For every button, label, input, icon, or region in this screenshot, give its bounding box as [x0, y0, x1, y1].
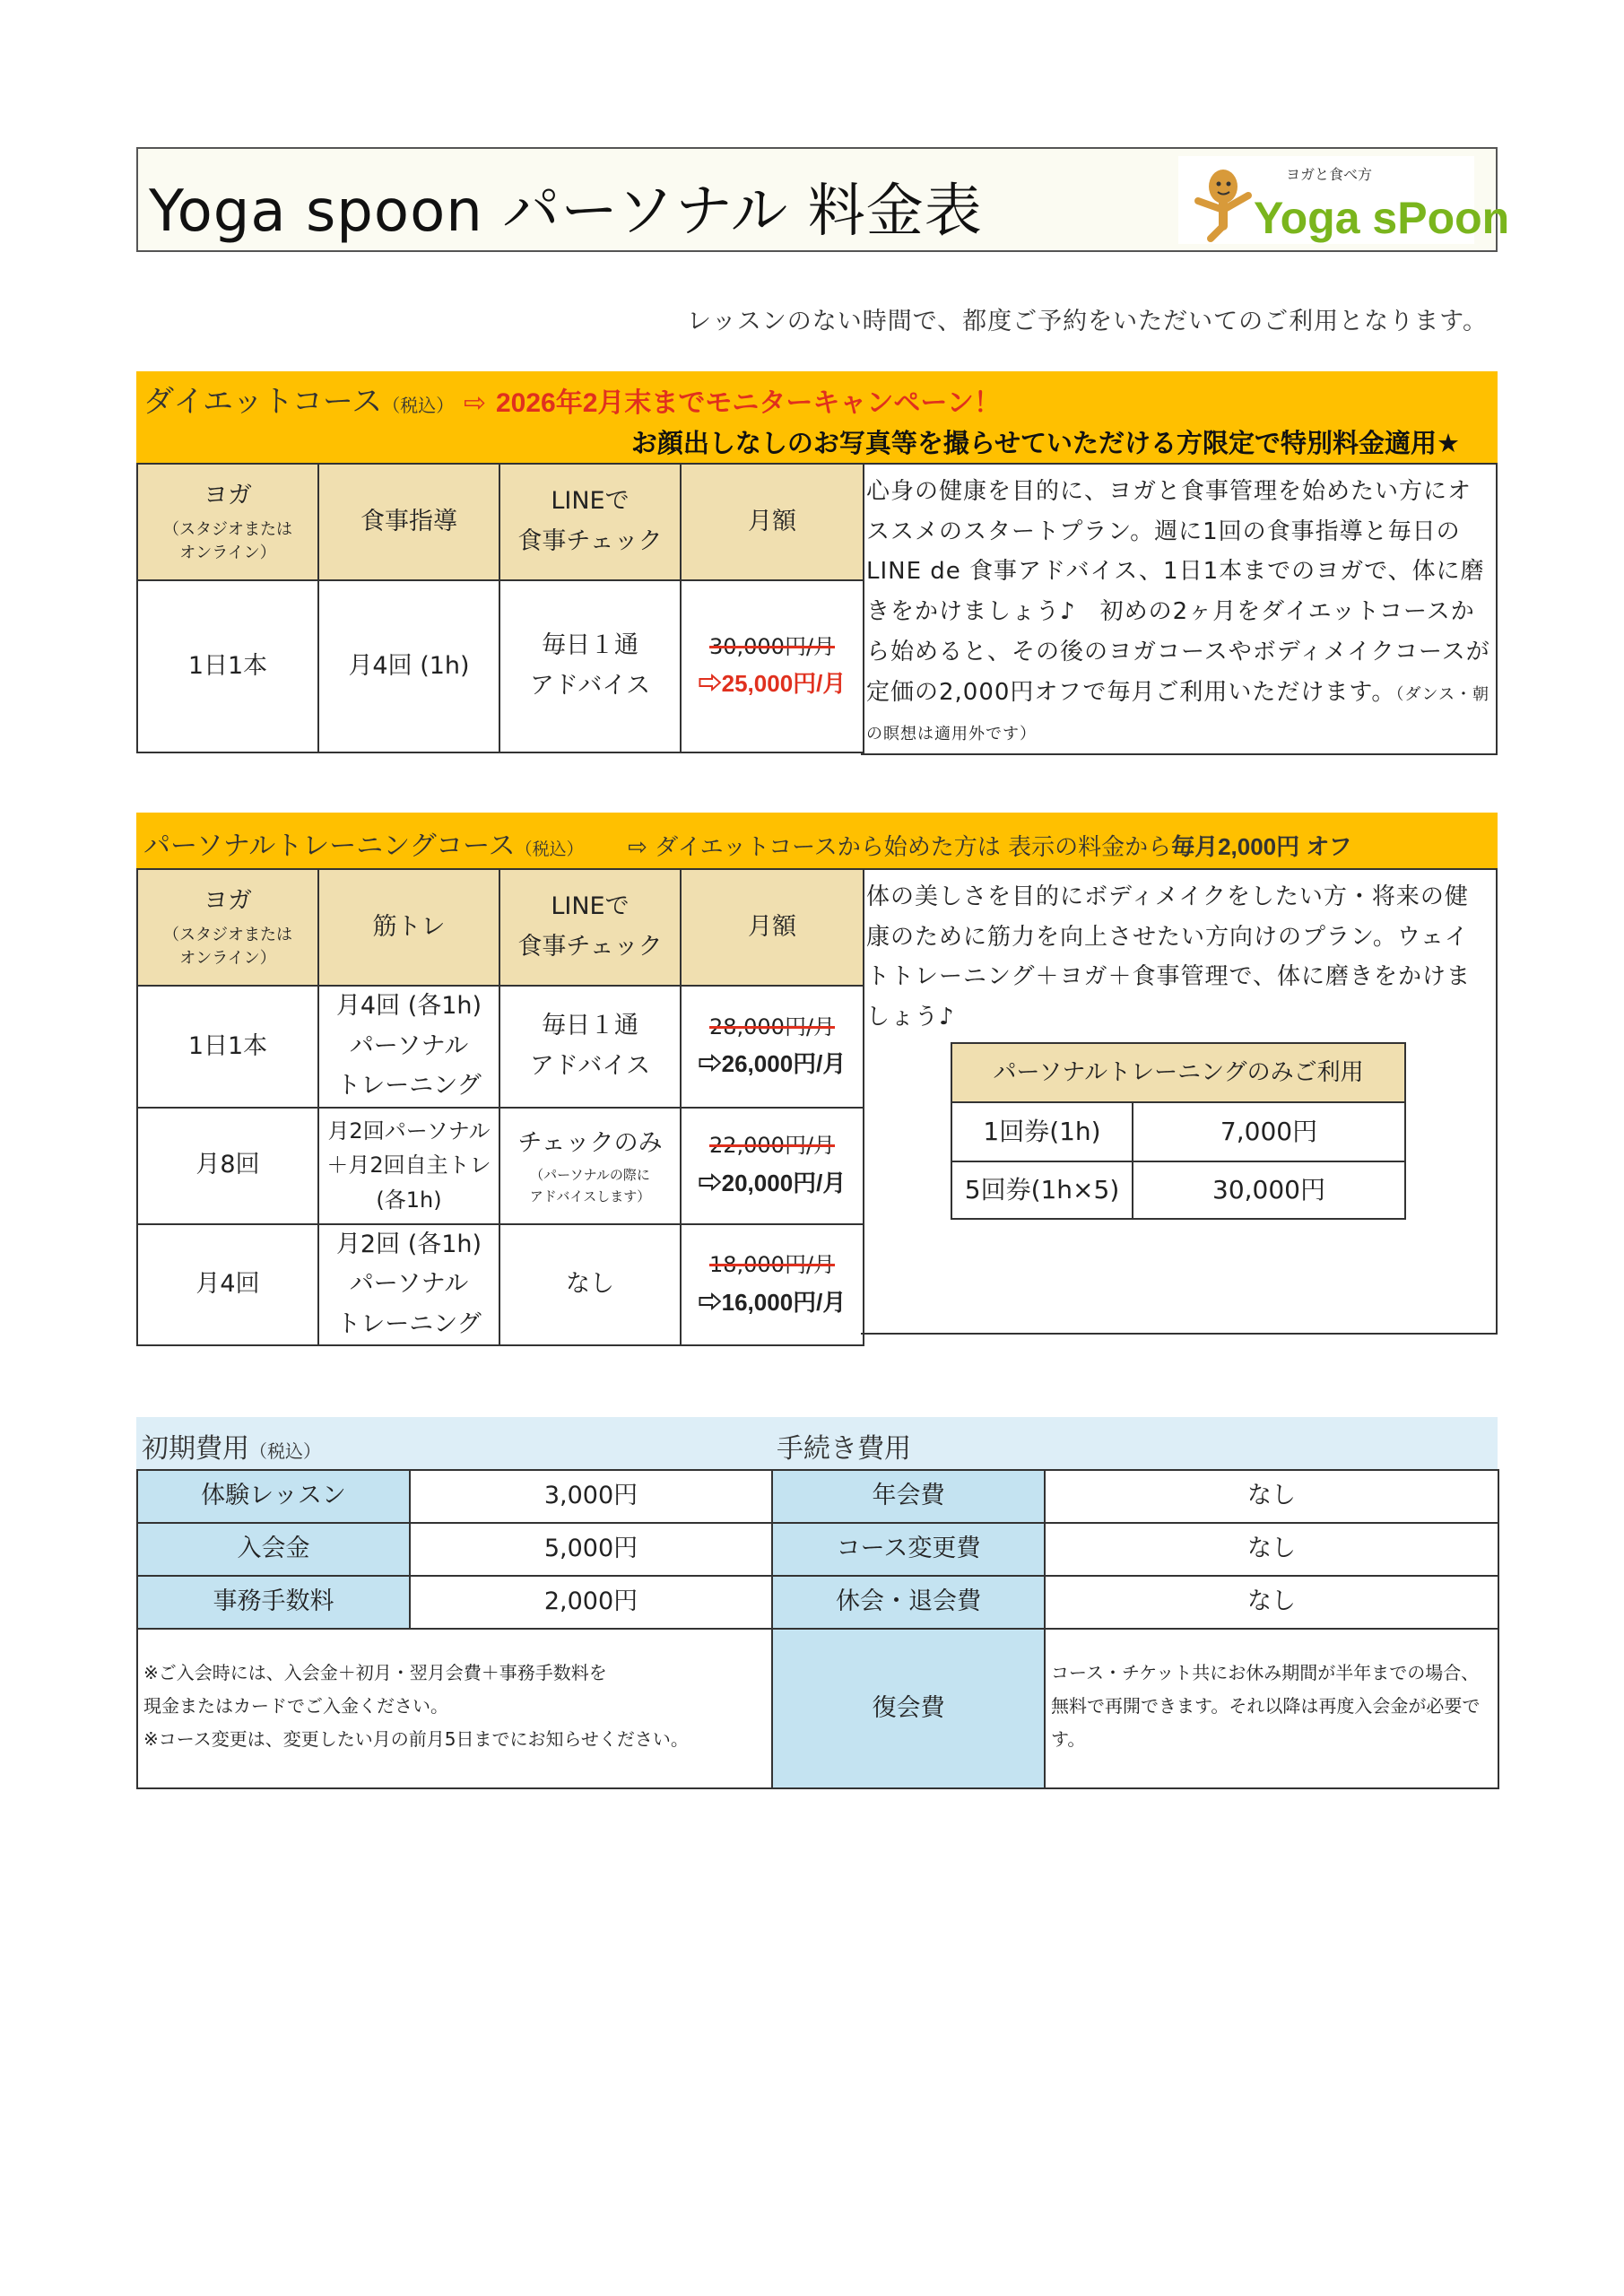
table-row: 入会金 5,000円 コース変更費 なし: [137, 1523, 1498, 1576]
reinstate-label: 復会費: [772, 1629, 1045, 1788]
diet-course-title: ダイエットコース: [143, 384, 383, 420]
diet-tax-label: （税込）: [382, 395, 455, 416]
initial-fees-title: 初期費用: [142, 1433, 249, 1465]
title-box: [136, 147, 1510, 252]
diet-course-header: [136, 371, 1498, 463]
table-row: 1日1本 月4回 (各1h) パーソナル トレーニング 毎日１通 アドバイス 28,000円/月 ⇨26,000円/月: [137, 986, 864, 1108]
new-price: ⇨20,000円/月: [698, 1169, 847, 1196]
table-row: 1回券(1h) 7,000円: [951, 1102, 1405, 1161]
header-monthly: 月額: [681, 869, 864, 986]
diet-food-value: 月4回 (1h): [318, 580, 499, 752]
fees-tax-label: （税込）: [249, 1440, 321, 1462]
new-price: ⇨25,000円/月: [698, 670, 847, 698]
diet-description: 心身の健康を目的に、ヨガと食事管理を始めたい方にオススメのスタートプラン。週に1回の食事指導と毎日のLINE de 食事アドバイス、1日1本までのヨガで、体に磨きをかけましょう♪ 初めの2ヶ月をダイエットコースから始めると、その後のヨガコースやボディメイクコースが定価の2,000円オフで毎月ご利用いただけます。（ダンス・朝の瞑想は適用外です）: [861, 463, 1498, 755]
personal-course-header: [136, 813, 1498, 868]
campaign-text: 2026年2月末までモニターキャンペーン！: [496, 388, 1001, 418]
personal-course-title: パーソナルトレーニングコース: [143, 831, 516, 862]
personal-tax-label: （税込）: [515, 839, 584, 859]
header-yoga: ヨガ （スタジオまたは オンライン）: [137, 464, 318, 580]
table-row: 月4回 月2回 (各1h) パーソナル トレーニング なし 18,000円/月 ⇨16,000円/月: [137, 1224, 864, 1346]
old-price: 18,000円/月: [708, 1252, 836, 1278]
diet-price: [681, 580, 864, 752]
table-row: 事務手数料 2,000円 休会・退会費 なし: [137, 1576, 1498, 1629]
personal-description: 体の美しさを目的にボディメイクをしたい方・将来の健康のために筋力を向上させたい方向けのプラン。ウェイトトレーニング＋ヨガ＋食事管理で、体に磨きをかけましょう♪: [861, 868, 1498, 1335]
personal-only-header: パーソナルトレーニングのみご利用: [951, 1043, 1405, 1102]
svg-text:ヨガと食べ方: ヨガと食べ方: [1286, 166, 1373, 183]
personal-course-table: [136, 868, 864, 1346]
arrow-icon: ⇨: [464, 387, 487, 419]
old-price: 22,000円/月: [708, 1133, 836, 1159]
new-price: ⇨26,000円/月: [698, 1050, 847, 1078]
diet-course-table: [136, 463, 864, 753]
table-row: 5回券(1h×5) 30,000円: [951, 1161, 1405, 1219]
header-muscle-training: 筋トレ: [318, 869, 499, 986]
header-food-guidance: 食事指導: [318, 464, 499, 580]
discount-note: ⇨ ダイエットコースから始めた方は 表示の料金から: [628, 834, 1172, 861]
header-line-check: LINEで 食事チェック: [499, 869, 681, 986]
campaign-subtext: お顔出しなしのお写真等を撮らせていただける方限定で特別料金適用★: [630, 428, 1460, 458]
table-row: 体験レッスン 3,000円 年会費 なし: [137, 1470, 1498, 1523]
reinstate-text: コース・チケット共にお休み期間が半年までの場合、無料で再開できます。それ以降は再度入会金が必要です。: [1045, 1629, 1498, 1788]
diet-yoga-value: 1日1本: [137, 580, 318, 752]
yoga-spoon-logo: [1178, 156, 1510, 244]
new-price: ⇨16,000円/月: [698, 1288, 847, 1316]
header-yoga: ヨガ （スタジオまたは オンライン）: [137, 869, 318, 986]
fees-header: [136, 1417, 1498, 1469]
procedure-fees-title: 手続き費用: [777, 1433, 911, 1465]
header-monthly: 月額: [681, 464, 864, 580]
diet-line-value: 毎日１通 アドバイス: [499, 580, 681, 752]
header-line-check: LINEで 食事チェック: [499, 464, 681, 580]
svg-text:Yoga sPoon: Yoga sPoon: [1254, 193, 1510, 243]
table-row: 月8回 月2回パーソナル ＋月2回自主トレ (各1h) チェックのみ （パーソナルの際に アドバイスします） 22,000円/月 ⇨20,000円/月: [137, 1108, 864, 1224]
page-title: Yoga spoon パーソナル 料金表: [149, 178, 983, 245]
discount-amount: 毎月2,000円 オフ: [1171, 833, 1352, 860]
old-price: 28,000円/月: [708, 1013, 836, 1039]
old-price: 30,000円/月: [708, 633, 836, 659]
fees-table: [136, 1469, 1499, 1789]
reservation-notice: レッスンのない時間で、都度ご予約をいただいてのご利用となります。: [686, 308, 1488, 335]
fees-notes: ※ご入会時には、入会金＋初月・翌月会費＋事務手数料を 現金またはカードでご入金ください。 ※コース変更は、変更したい月の前月5日までにお知らせください。: [137, 1629, 772, 1788]
personal-only-table: [951, 1042, 1406, 1220]
